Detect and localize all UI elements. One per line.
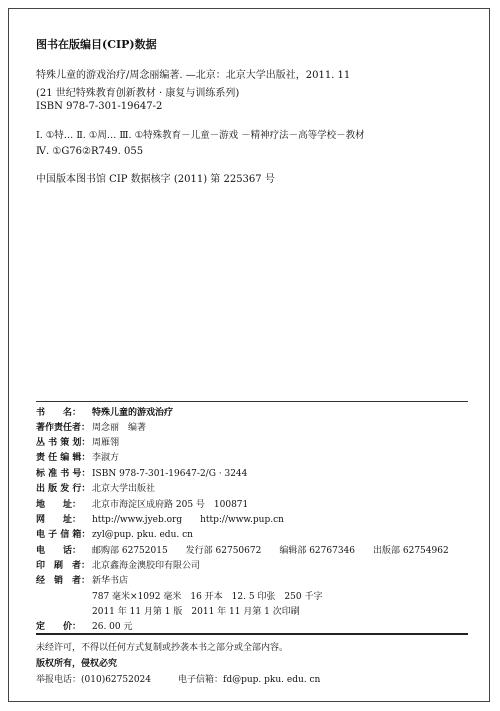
row-author: [36, 420, 146, 433]
report-email: 电子信箱：fd@pup. pku. edu. cn: [178, 675, 321, 685]
row-email: [36, 527, 193, 540]
row-distributor: [36, 573, 128, 586]
publisher-label: 出 版 发 行：: [36, 484, 91, 494]
isbn-value: ISBN 978-7-301-19647-2/G · 3244: [92, 469, 248, 479]
address-label: 地 址：: [36, 500, 82, 510]
book-title-label: 书 名：: [36, 408, 82, 418]
editor-label: 责 任 编 辑：: [36, 453, 91, 463]
price-label: 定 价：: [36, 622, 82, 632]
series-editor-value: 周雁翎: [92, 438, 120, 448]
cip-line-title: 特殊儿童的游戏治疗/周念丽编著. —北京：北京大学出版社，2011. 11: [36, 70, 351, 81]
printer-label: 印 刷 者：: [36, 561, 91, 571]
edition-value: 2011 年 11 月第 1 版 2011 年 11 月第 1 次印刷: [92, 607, 300, 617]
series-editor-label: 丛 书 策 划：: [36, 438, 91, 448]
divider-bottom: [36, 633, 468, 635]
publisher-value: 北京大学出版社: [92, 484, 156, 494]
email-value: zyl@pup. pku. edu. cn: [92, 530, 193, 540]
book-title-value: 特殊儿童的游戏治疗: [92, 408, 174, 418]
website-link-2: http://www.pup.cn: [200, 515, 284, 525]
copyright-notice: 未经许可，不得以任何方式复制或抄袭本书之部分或全部内容。: [36, 643, 289, 653]
cip-line-call-number: Ⅳ. ①G76②R749. 055: [36, 146, 144, 157]
row-format: [92, 589, 322, 602]
divider-top: [36, 401, 468, 402]
row-phone: [36, 543, 449, 556]
phone-publishing: 出版部 62754962: [373, 546, 449, 556]
row-website: [36, 512, 284, 525]
phone-sales: 发行部 62750672: [185, 546, 262, 556]
row-price: [36, 619, 133, 632]
rights-reserved: 版权所有，侵权必究: [36, 659, 118, 669]
row-edition: [92, 604, 300, 617]
author-label: 著作责任者：: [36, 423, 91, 433]
row-series-editor: [36, 435, 119, 448]
distributor-label: 经 销 者：: [36, 576, 91, 586]
row-isbn: [36, 466, 247, 479]
price-value: 26. 00 元: [92, 622, 133, 632]
report-phone: 举报电话：(010)62752024: [36, 675, 152, 685]
website-label: 网 址：: [36, 515, 82, 525]
row-address: [36, 497, 248, 510]
format-value: 787 毫米×1092 毫米 16 开本 12. 5 印张 250 千字: [92, 592, 323, 602]
author-value: 周念丽 编著: [92, 423, 147, 433]
row-editor: [36, 450, 119, 463]
cip-line-classification: Ⅰ. ①特… Ⅱ. ①周… Ⅲ. ①特殊教育－儿童－游戏 －精神疗法－高等学校－教材: [36, 130, 365, 141]
phone-mail-order: 邮购部 62752015: [92, 546, 168, 556]
address-value: 北京市海淀区成府路 205 号 100871: [92, 500, 249, 510]
cip-heading: 图书在版编目(CIP)数据: [36, 38, 157, 51]
email-label: 电 子 信 箱：: [36, 530, 91, 540]
website-link-1: http://www.jyeb.org: [92, 515, 183, 525]
phone-editorial: 编辑部 62767346: [279, 546, 356, 556]
isbn-label: 标 准 书 号：: [36, 469, 91, 479]
row-book-title: [36, 405, 173, 418]
cip-line-record: 中国版本图书馆 CIP 数据核字 (2011) 第 225367 号: [36, 174, 275, 185]
editor-value: 李淑方: [92, 453, 120, 463]
row-printer: [36, 558, 200, 571]
printer-value: 北京鑫海金澳胶印有限公司: [92, 561, 201, 571]
phone-label: 电 话：: [36, 546, 82, 556]
cip-line-series: (21 世纪特殊教育创新教材 · 康复与训练系列): [36, 88, 240, 99]
distributor-value: 新华书店: [92, 576, 129, 586]
cip-line-isbn: ISBN 978-7-301-19647-2: [36, 101, 163, 112]
row-publisher: [36, 481, 155, 494]
